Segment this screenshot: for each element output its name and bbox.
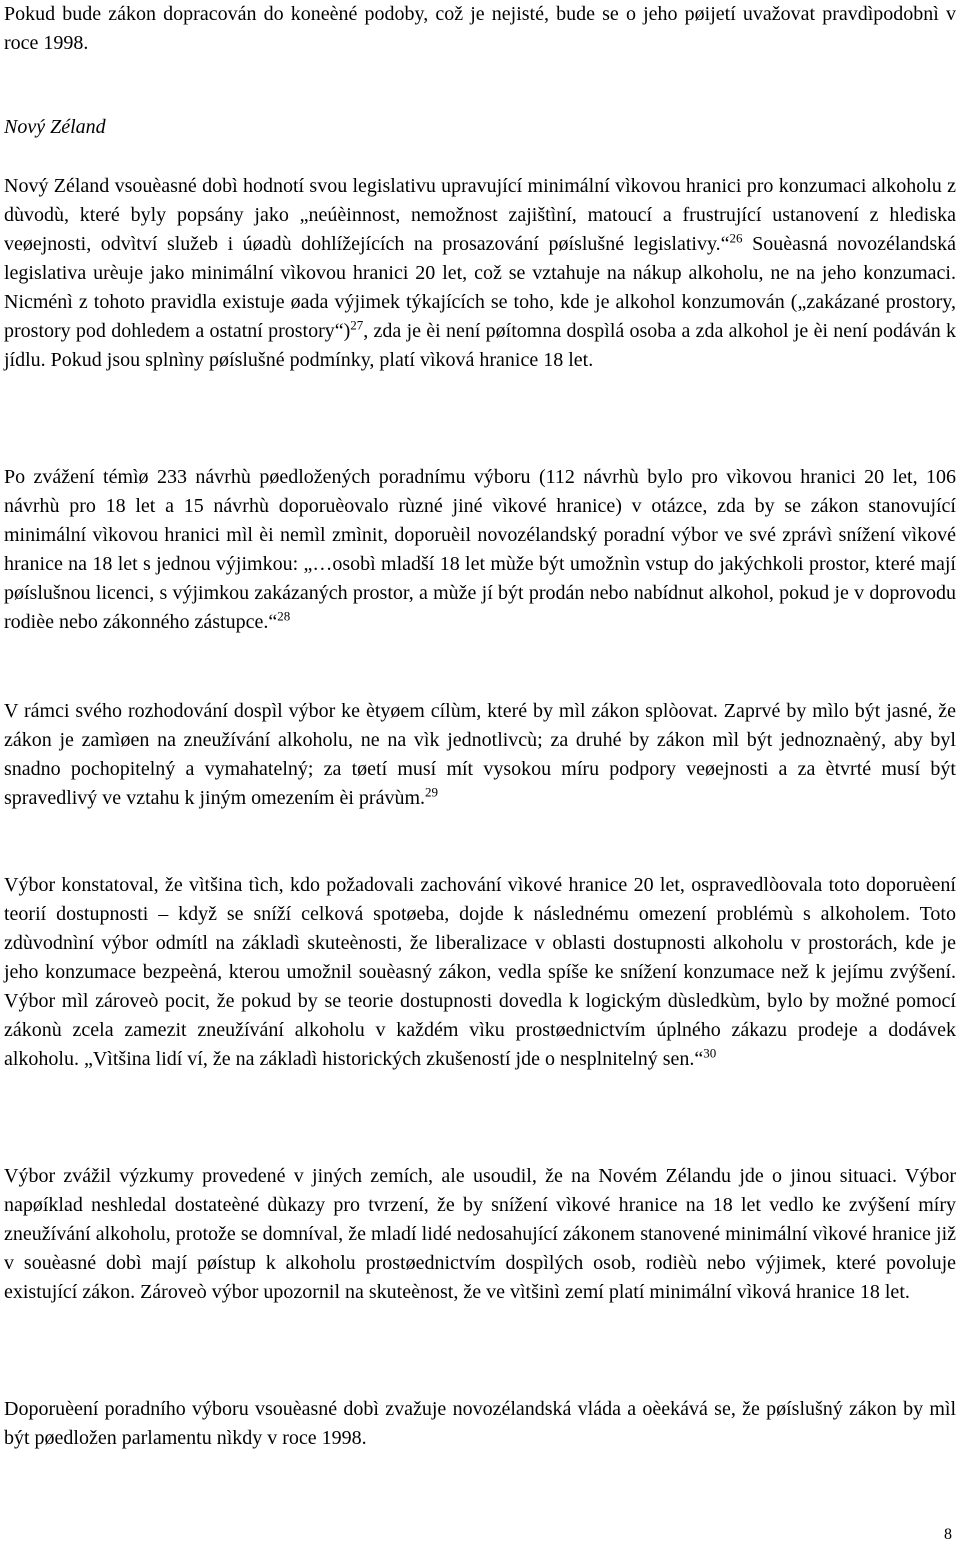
footnote-ref-27: 27 xyxy=(350,317,364,333)
paragraph-1-text-b: Souèasná novozélandská legislativa urèuje jako minimální vìkovou hranici 20 let, což se vztahuje na nákup alkoholu, ne na jeho konzumaci. Nicménì z tohoto pravidla existuje øada výjimek týkajících se toho, kde je alkohol konzumován („zakázané prostory, prostory pod dohledem a ostatní prostory“) xyxy=(4,233,956,342)
paragraph-1 xyxy=(4,172,956,375)
paragraph-3-text: V rámci svého rozhodování dospìl výbor ke ètyøem cílùm, které by mìl zákon splòovat. Zaprvé by mìlo být jasné, že zákon je zamìøen na zneužívání alkoholu, ne na vìk jednotlivcù; za druhé by zákon mìl být jednoznaèný, aby byl snadno pochopitelný a vymahatelný; za tøetí musí mít vysokou míru podpory veøejnosti a za ètvrté musí být spravedlivý ve vztahu k jiným omezením èi právùm. xyxy=(4,700,956,809)
paragraph-5: Výbor zvážil výzkumy provedené v jiných zemích, ale usoudil, že na Novém Zélandu jde o jinou situaci. Výbor napøíklad neshledal dostateèné dùkazy pro tvrzení, že by snížení vìkové hranice na 18 let vedlo ke zvýšení míry zneužívání alkoholu, protože se domníval, že mladí lidé nedosahující zákonem stanovené minimální vìkové hranice již v souèasné dobì mají pøístup k alkoholu prostøednictvím dospìlých osob, rodièù nebo výjimek, které povoluje existující zákon. Zároveò výbor upozornil na skuteènost, že ve vìtšinì zemí platí minimální vìková hranice 18 let. xyxy=(4,1165,956,1303)
footnote-ref-28: 28 xyxy=(277,608,291,624)
footnote-ref-26: 26 xyxy=(729,230,743,246)
paragraph-intro: Pokud bude zákon dopracován do koneèné podoby, což je nejisté, bude se o jeho pøijetí uvažovat pravdìpodobnì v roce 1998. xyxy=(4,3,956,54)
section-heading: Nový Zéland xyxy=(4,116,106,138)
page-number: 8 xyxy=(944,1526,952,1543)
paragraph-4-text: Výbor konstatoval, že vìtšina tìch, kdo požadovali zachování vìkové hranice 20 let, ospravedlòovala toto doporuèení teorií dostupnosti – když se sníží celková spotøeba, dojde k následnému omezení problémù s alkoholem. Toto zdùvodnìní výbor odmítl na základì skuteènosti, že liberalizace v oblasti dostupnosti alkoholu v prostorách, kde je jeho konzumace bezpeèná, kterou umožnil souèasný zákon, vedla spíše ke snížení konzumace než k jejímu zvýšení. Výbor mìl zároveò pocit, že pokud by se teorie dostupnosti dovedla k logickým dùsledkùm, bylo by možné pomocí zákonù zcela zamezit zneužívání alkoholu v každém vìku prostøednictvím úplného zákazu prodeje a dodávek alkoholu. „Vìtšina lidí ví, že na základì historických zkušeností jde o nesplnitelný sen.“ xyxy=(4,874,956,1070)
paragraph-1-text-c: , zda je èi není pøítomna dospìlá osoba a zda alkohol je èi není podáván k jídlu. Pokud jsou splnìny pøíslušné podmínky, platí vìková hranice 18 let. xyxy=(4,320,956,371)
footnote-ref-30: 30 xyxy=(703,1045,717,1061)
paragraph-6: Doporuèení poradního výboru vsouèasné dobì zvažuje novozélandská vláda a oèekává se, že pøíslušný zákon by mìl být pøedložen parlamentu nìkdy v roce 1998. xyxy=(4,1398,956,1449)
footnote-ref-29: 29 xyxy=(425,784,438,800)
paragraph-2 xyxy=(4,463,956,637)
paragraph-4 xyxy=(4,871,956,1074)
paragraph-2-text: Po zvážení témìø 233 návrhù pøedložených poradnímu výboru (112 návrhù bylo pro vìkovou hranici 20 let, 106 návrhù pro 18 let a 15 návrhù doporuèovalo rùzné jiné vìkové hranice) v otázce, zda by se zákon stanovující minimální vìkovou hranici mìl èi nemìl zmìnit, doporuèil novozélandský poradní výbor ve své zprávì snížení vìkové hranice na 18 let s jednou výjimkou: „…osobì mladší 18 let mùže být umožnìn vstup do jakýchkoli prostor, které mají pøíslušnou licenci, s výjimkou zakázaných prostor, a mùže jí být prodán nebo nabídnut alkohol, pokud je v doprovodu rodièe nebo zákonného zástupce.“ xyxy=(4,466,956,633)
paragraph-1-text-a: Nový Zéland vsouèasné dobì hodnotí svou legislativu upravující minimální vìkovou hranici pro konzumaci alkoholu z dùvodù, které byly popsány jako „neúèinnost, nemožnost zajištìní, matoucí a frustrující ustanovení z hlediska veøejnosti, odvìtví služeb i úøadù dohlížejících na prosazování pøíslušné legislativy.“ xyxy=(4,175,956,255)
paragraph-3 xyxy=(4,697,956,813)
